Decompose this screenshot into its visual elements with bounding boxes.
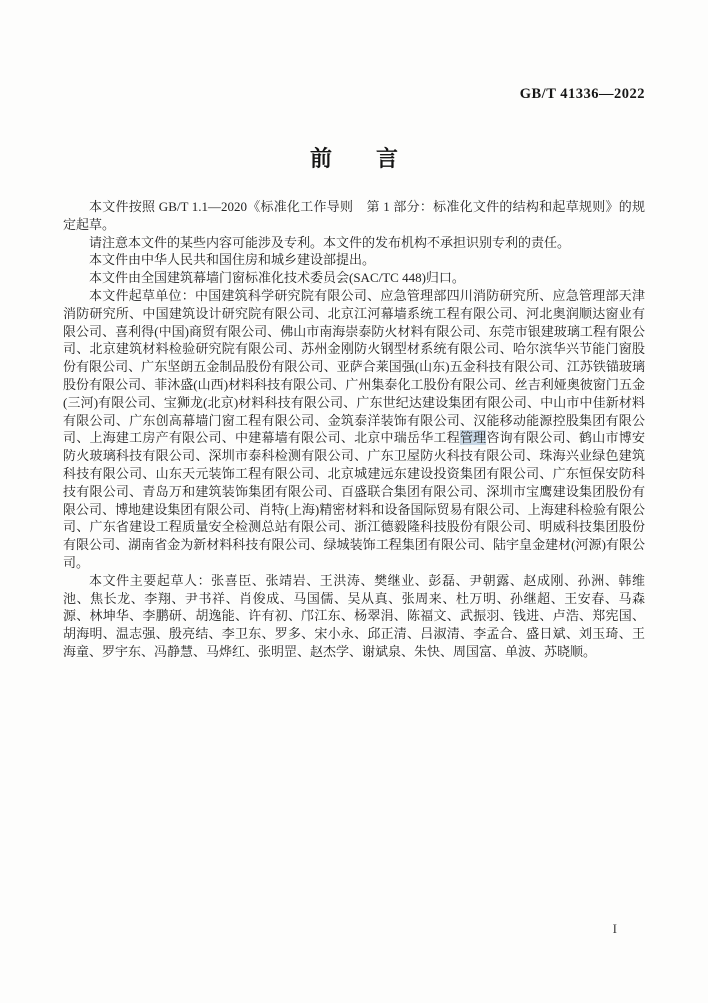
paragraph-text: 本文件起草单位：中国建筑科学研究院有限公司、应急管理部四川消防研究所、应急管理部天津消防研究所、中国建筑设计研究院有限公司、北京江河幕墙系统工程有限公司、河北奥润顺达窗业有限公司、喜利得(中国)商贸有限公司、佛山市南海崇泰防火材料有限公司、东莞市银建玻璃工程有限公司、北京建筑材料检验研究院有限公司、苏州金刚防火钢型材系统有限公司、哈尔滨华兴节能门窗股份有限公司、广东坚朗五金制品股份有限公司、亚萨合莱国强(山东)五金科技有限公司、江苏铁锚玻璃股份有限公司、菲沐盛(山西)材料科技有限公司、广州集泰化工股份有限公司、丝吉利娅奥彼窗门五金(三河)有限公司、宝狮龙(北京)材料科技有限公司、广东世纪达建设集团有限公司、中山市中佳新材料有限公司、广东创高幕墙门窗工程有限公司、金筑泰洋装饰有限公司、汉能移动能源控股集团有限公司、上海建工房产有限公司、中建幕墙有限公司、北京中瑞岳华工程 — [63, 287, 645, 446]
paragraph — [63, 198, 645, 234]
paragraph-text: 请注意本文件的某些内容可能涉及专利。本文件的发布机构不承担识别专利的责任。 — [89, 234, 571, 250]
paragraph — [63, 287, 645, 572]
paragraph-text: 本文件按照 GB/T 1.1—2020《标准化工作导则 第 1 部分：标准化文件的结构和起草规则》的规定起草。 — [63, 199, 645, 232]
standard-code: GB/T 41336—2022 — [519, 86, 645, 102]
page-title: 前 言 — [309, 146, 398, 171]
paragraph-text: 咨询有限公司、鹤山市博安防火玻璃科技有限公司、深圳市泰科检测有限公司、广东卫屋防火科技有限公司、珠海兴业绿色建筑科技有限公司、山东天元装饰工程有限公司、北京城建远东建设投资集团有限公司、广东恒保安防科技有限公司、青岛万和建筑装饰集团有限公司、百盛联合集团有限公司、深圳市宝鹰建设集团股份有限公司、博地建设集团有限公司、肖特(上海)精密材料和设备国际贸易有限公司、上海建科检验有限公司、广东省建设工程质量安全检测总站有限公司、浙江德毅隆科技股份有限公司、明威科技集团股份有限公司、湖南省金为新材料科技有限公司、绿城装饰工程集团有限公司、陆宇皇金建材(河源)有限公司。 — [63, 430, 645, 570]
paragraph-text: 本文件由中华人民共和国住房和城乡建设部提出。 — [89, 252, 376, 268]
paragraph — [63, 572, 645, 661]
paragraph — [63, 234, 645, 252]
page-number: I — [612, 921, 617, 936]
foreword-body — [63, 198, 645, 661]
paragraph — [63, 251, 645, 269]
paragraph — [63, 269, 645, 287]
paragraph-text: 本文件由全国建筑幕墙门窗标准化技术委员会(SAC/TC 448)归口。 — [89, 270, 465, 286]
highlight-mark: 管理 — [459, 430, 487, 446]
paragraph-text: 本文件主要起草人：张喜臣、张靖岩、王洪涛、樊继业、彭磊、尹朝露、赵成刚、孙洲、韩维池、焦长龙、李翔、尹书祥、肖俊成、马国儒、吴从真、张周来、杜万明、孙继超、王安春、马森源、林坤华、李鹏研、胡逸能、许有初、邝江东、杨翠涓、陈福文、武振羽、钱进、卢浩、郑宪国、胡海明、温志强、殷亮结、李卫东、罗多、宋小永、邱正清、吕淑清、李孟合、盛日斌、刘玉琦、王海童、罗宇东、冯静慧、马烨红、张明罡、赵杰学、谢斌泉、朱快、周国富、单波、苏晓顺。 — [63, 572, 645, 659]
